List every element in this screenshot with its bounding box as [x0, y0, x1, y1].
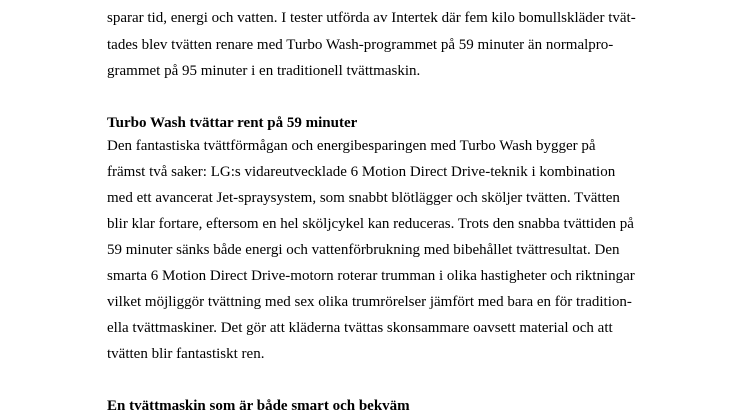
paragraph-line-6: smarta 6 Motion Direct Drive-motorn roterar trumman i olika hastigheter och riktningar — [107, 268, 635, 284]
section-heading-smart: En tvättmaskin som är både smart och bekväm — [107, 398, 410, 414]
paragraph-line-4: blir klar fortare, eftersom en hel sköljcykel kan reduceras. Trots den snabba tvättiden på — [107, 216, 634, 232]
paragraph-line-1: Den fantastiska tvättförmågan och energibesparingen med Turbo Wash bygger på — [107, 138, 596, 154]
paragraph-line-2: främst två saker: LG:s vidareutvecklade 6 Motion Direct Drive-teknik i kombination — [107, 164, 616, 180]
intro-line-2: tades blev tvätten renare med Turbo Wash-programmet på 59 minuter än normalpro- — [107, 37, 614, 53]
paragraph-line-7: vilket möjliggör tvättning med sex olika trumrörelser jämfört med bara en för tradition- — [107, 294, 632, 310]
intro-line-1: sparar tid, energi och vatten. I tester utförda av Intertek där fem kilo bomullskläder tvät- — [107, 10, 636, 26]
intro-line-3: grammet på 95 minuter i en traditionell tvättmaskin. — [107, 63, 421, 79]
paragraph-line-5: 59 minuter sänks både energi och vattenförbrukning med bibehållet tvättresultat. Den — [107, 242, 620, 258]
paragraph-line-9: tvätten blir fantastiskt ren. — [107, 346, 265, 362]
paragraph-line-3: med ett avancerat Jet-spraysystem, som snabbt blötlägger och sköljer tvätten. Tvätten — [107, 190, 620, 206]
section-heading-turbo-wash: Turbo Wash tvättar rent på 59 minuter — [107, 115, 358, 131]
paragraph-line-8: ella tvättmaskiner. Det gör att kläderna tvättas skonsammare oavsett material och att — [107, 320, 613, 336]
